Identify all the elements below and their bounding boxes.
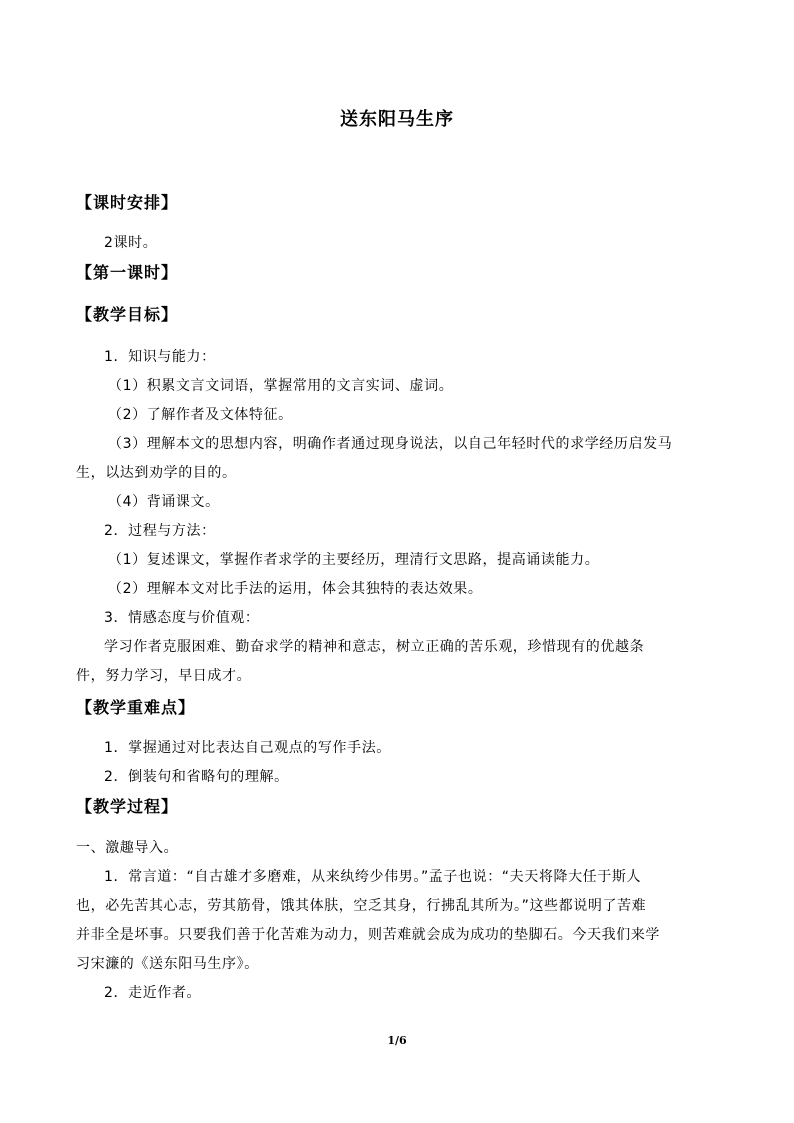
goals-line: （2）理解本文对比手法的运用，体会其独特的表达效果。 (108, 581, 483, 597)
process-line: 也，必先苦其心志，劳其筋骨，饿其体肤，空乏其身，行拂乱其所为。”这些都说明了苦难 (76, 898, 647, 914)
page-title: 送东阳马生序 (340, 109, 454, 130)
process-line: 1．常言道：“自古雄才多磨难，从来纨绔少伟男。”孟子也说：“夫天将降大任于斯人 (104, 869, 642, 885)
process-line: 并非全是坏事。只要我们善于化苦难为动力，则苦难就会成为成功的垫脚石。今天我们来学 (76, 927, 660, 943)
heading-process: 【教学过程】 (76, 797, 179, 816)
key-point-line: 2．倒装句和省略句的理解。 (104, 769, 289, 785)
goals-line: （1）积累文言文词语，掌握常用的文言实词、虚词。 (108, 378, 454, 394)
page-number: 1/6 (387, 1034, 407, 1047)
heading-schedule: 【课时安排】 (76, 193, 179, 212)
key-point-line: 1．掌握通过对比表达自己观点的写作手法。 (104, 740, 391, 756)
goals-line: 2．过程与方法： (104, 523, 216, 539)
goals-line: 3．情感态度与价值观： (104, 610, 260, 626)
heading-goals: 【教学目标】 (76, 305, 179, 324)
goals-line: 1．知识与能力： (104, 349, 216, 365)
schedule-body: 2课时。 (104, 235, 158, 251)
goals-line: 学习作者克服困难、勤奋求学的精神和意志，树立正确的苦乐观，珍惜现有的优越条 (104, 639, 645, 655)
goals-line: （1）复述课文，掌握作者求学的主要经历，理清行文思路，提高诵读能力。 (108, 552, 600, 568)
goals-line: （2）了解作者及文体特征。 (108, 407, 293, 423)
goals-line: 生，以达到劝学的目的。 (76, 465, 237, 481)
process-line: 一、激趣导入。 (76, 840, 179, 856)
goals-line: （3）理解本文的思想内容，明确作者通过现身说法，以自己年轻时代的求学经历启发马 (108, 436, 673, 452)
process-line: 习宋濂的《送东阳马生序》。 (76, 956, 259, 972)
heading-key-points: 【教学重难点】 (76, 698, 196, 717)
process-line: 2．走近作者。 (104, 985, 202, 1001)
goals-line: （4）背诵课文。 (108, 494, 220, 510)
goals-line: 件，努力学习，早日成才。 (76, 668, 252, 684)
heading-lesson1: 【第一课时】 (76, 263, 179, 282)
